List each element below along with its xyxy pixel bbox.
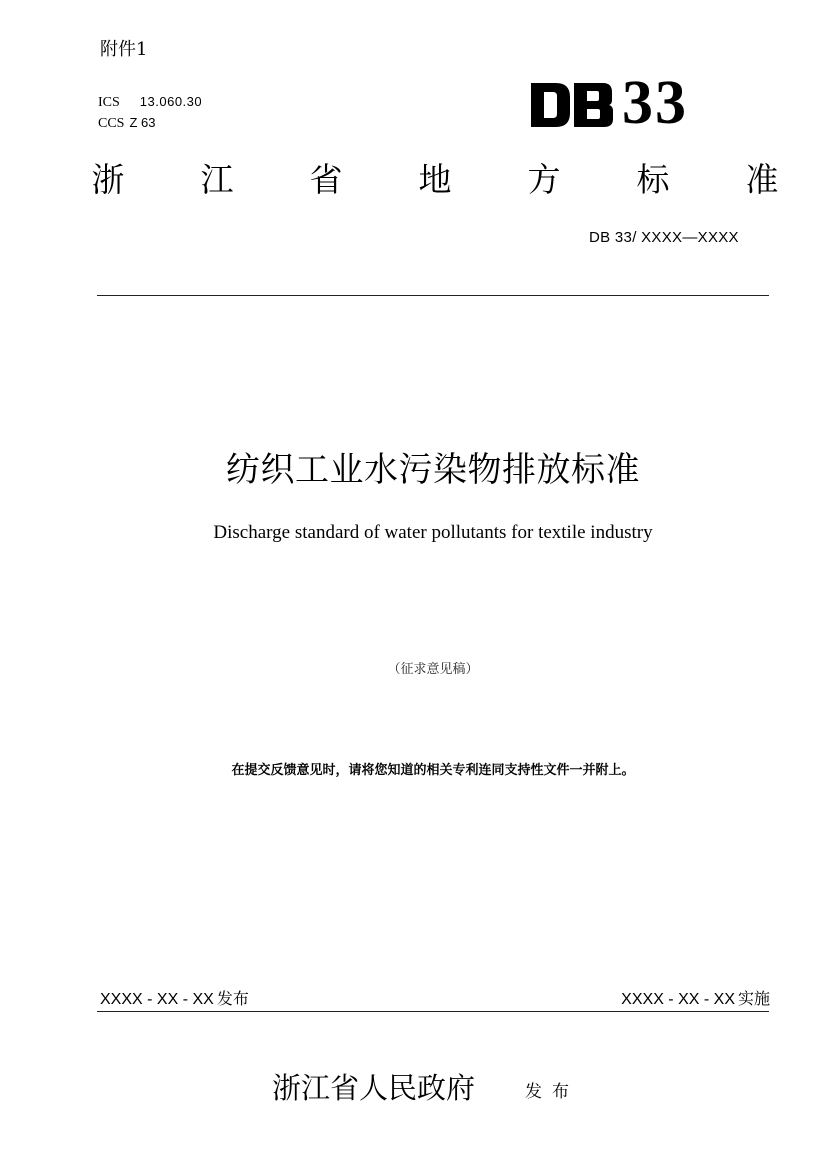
db-logo-icon <box>530 80 616 130</box>
standard-type-char: 地 <box>418 160 452 199</box>
header-divider <box>97 295 769 296</box>
patent-notice: 在提交反馈意见时，请将您知道的相关专利连同支持性文件一并附上。 <box>231 763 635 778</box>
attachment-label: 附件1 <box>100 39 148 60</box>
release-date <box>100 988 249 1011</box>
db33-logo <box>530 69 715 137</box>
standard-type-heading <box>90 158 780 202</box>
ics-code <box>98 93 202 112</box>
release-date-value: XXXX - XX - XX <box>100 991 214 1008</box>
issuer-action: 发布 <box>525 1082 579 1102</box>
ics-label: ICS <box>98 95 120 110</box>
footer-divider <box>97 1011 769 1012</box>
implementation-date-word: 实施 <box>737 989 770 1008</box>
standard-number: DB 33/ XXXX—XXXX <box>589 229 739 246</box>
release-date-word: 发布 <box>216 989 249 1008</box>
draft-status-label: （征求意见稿） <box>387 662 479 677</box>
standard-type-char: 方 <box>527 160 561 199</box>
document-title-english: Discharge standard of water pollutants for textile industry <box>213 522 653 543</box>
ccs-value: Z 63 <box>129 115 156 130</box>
implementation-date <box>621 988 770 1011</box>
issuing-authority: 浙江省人民政府 <box>272 1071 476 1105</box>
document-title-chinese: 纺织工业水污染物排放标准 <box>226 450 640 490</box>
standard-type-char: 准 <box>745 160 779 199</box>
standard-type-char: 江 <box>200 160 234 199</box>
standard-type-char: 标 <box>636 160 670 199</box>
standard-type-char: 省 <box>309 160 343 199</box>
implementation-date-value: XXXX - XX - XX <box>621 991 735 1008</box>
standard-type-char: 浙 <box>91 160 125 199</box>
db-logo-number: 33 <box>622 69 688 137</box>
ccs-label: CCS <box>98 116 125 131</box>
ccs-code <box>98 114 155 133</box>
ics-value: 13.060.30 <box>139 94 203 109</box>
